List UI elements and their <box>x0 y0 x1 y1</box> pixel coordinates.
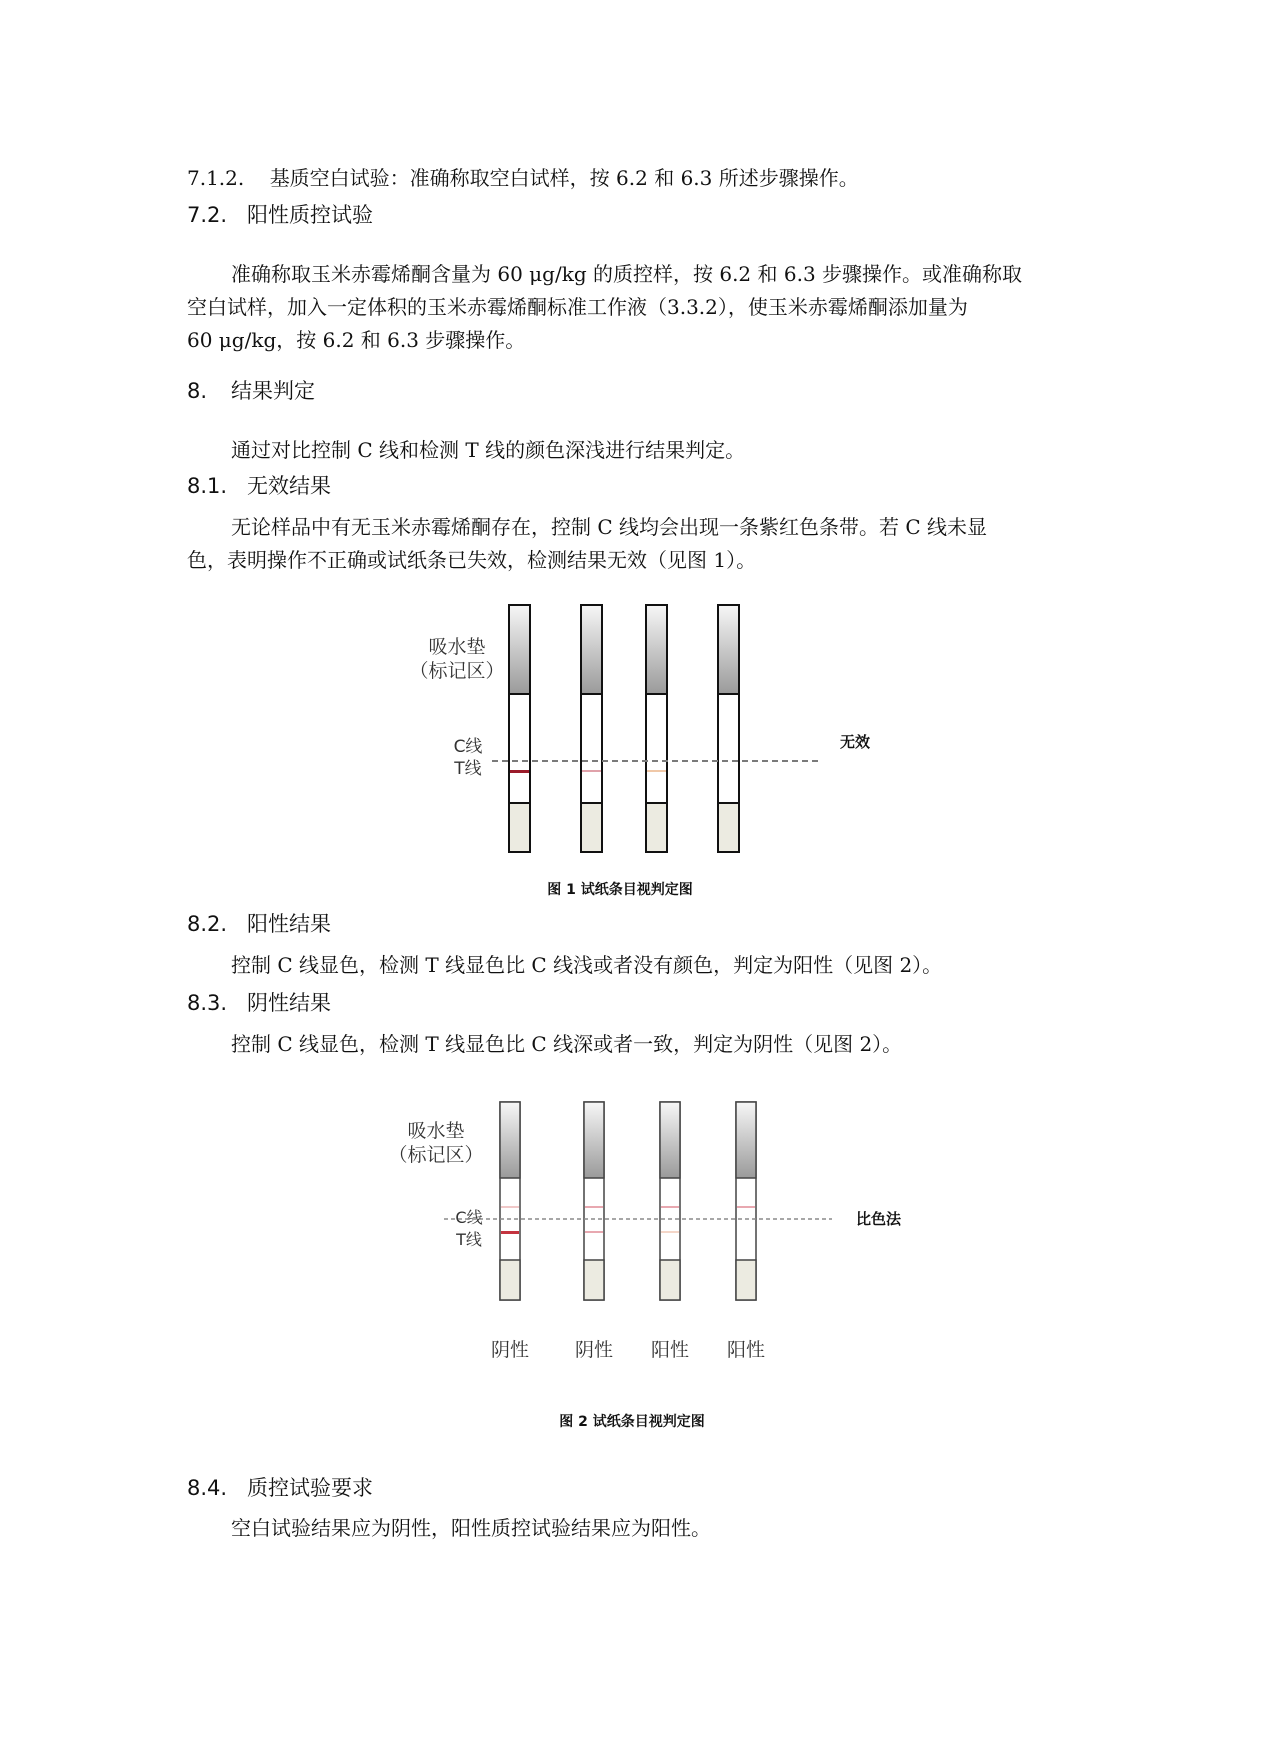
paragraph-line: 准确称取玉米赤霉烯酮含量为 60 μg/kg 的质控样，按 6.2 和 6.3 步骤操作。或准确称取 <box>231 262 1023 286</box>
heading-number: 8.4. <box>187 1476 228 1500</box>
c-line-label: C线 <box>455 1208 483 1227</box>
figure-1-caption: 图 1 试纸条目视判定图 <box>547 882 693 898</box>
paragraph-8-3: 控制 C 线显色，检测 T 线显色比 C 线深或者一致，判定为阴性（见图 2）。 <box>231 1032 903 1056</box>
pad-label-line2: （标记区） <box>388 1144 484 1166</box>
heading-7-2 <box>187 199 373 229</box>
t-line-mark <box>647 770 666 772</box>
t-line-mark <box>582 770 601 772</box>
paragraph-8-1 <box>187 511 1067 577</box>
pad-label-line1: 吸水垫 <box>407 1120 465 1142</box>
test-strip <box>509 605 530 852</box>
paragraph-7-2 <box>187 258 1067 357</box>
test-strip <box>736 1102 756 1300</box>
heading-number: 8.1. <box>187 474 228 498</box>
figure-2-strips <box>388 1100 930 1370</box>
strip-result-label: 阳性 <box>650 1339 690 1361</box>
paragraph-line: 60 μg/kg，按 6.2 和 6.3 步骤操作。 <box>187 328 526 352</box>
heading-number: 7.2. <box>187 203 228 227</box>
c-line-mark <box>737 1206 755 1208</box>
figure-1-strips <box>400 596 900 860</box>
heading-title: 阳性质控试验 <box>247 203 373 227</box>
heading-title: 无效结果 <box>247 474 331 498</box>
paragraph-8: 通过对比控制 C 线和检测 T 线的颜色深浅进行结果判定。 <box>231 438 746 462</box>
heading-number: 8.2. <box>187 912 228 936</box>
paragraph-line: 空白试样，加入一定体积的玉米赤霉烯酮标准工作液（3.3.2），使玉米赤霉烯酮添加量为 <box>187 295 968 319</box>
dashed-line-label: 无效 <box>840 733 871 751</box>
pad-label-line1: 吸水垫 <box>428 636 486 658</box>
pad-label-line2: （标记区） <box>409 660 505 682</box>
section-7-1-2 <box>187 162 859 195</box>
test-strip <box>660 1102 680 1300</box>
heading-title: 阳性结果 <box>247 912 331 936</box>
heading-title: 质控试验要求 <box>247 1476 373 1500</box>
paragraph-8-2: 控制 C 线显色，检测 T 线显色比 C 线浅或者没有颜色，判定为阳性（见图 2）。 <box>231 953 943 977</box>
t-line-mark <box>501 1231 519 1234</box>
heading-8-1 <box>187 470 331 500</box>
c-line-mark <box>661 1206 679 1208</box>
heading-8-4 <box>187 1472 373 1502</box>
test-strip <box>500 1102 520 1300</box>
test-strip <box>581 605 602 852</box>
t-line-label: T线 <box>456 1230 482 1249</box>
strip-result-label: 阴性 <box>490 1339 530 1361</box>
t-line-mark <box>510 770 529 773</box>
section-text: 基质空白试验：准确称取空白试样，按 6.2 和 6.3 所述步骤操作。 <box>269 166 859 190</box>
heading-8-2 <box>187 908 331 938</box>
paragraph-8-4: 空白试验结果应为阴性，阳性质控试验结果应为阳性。 <box>231 1516 711 1540</box>
dashed-line-label: 比色法 <box>856 1210 902 1228</box>
heading-number: 8.3. <box>187 991 228 1015</box>
test-strip <box>584 1102 604 1300</box>
c-line-mark <box>501 1206 519 1208</box>
c-line-label: C线 <box>453 737 483 757</box>
strip-result-label: 阴性 <box>574 1339 614 1361</box>
t-line-label: T线 <box>454 759 482 779</box>
c-line-mark <box>585 1206 603 1208</box>
heading-title: 阴性结果 <box>247 991 331 1015</box>
heading-title: 结果判定 <box>231 379 315 403</box>
heading-8-3 <box>187 987 331 1017</box>
heading-number: 8. <box>187 379 208 403</box>
t-line-mark <box>585 1231 603 1233</box>
section-number: 7.1.2. <box>187 166 245 190</box>
paragraph-line: 色，表明操作不正确或试纸条已失效，检测结果无效（见图 1）。 <box>187 548 757 572</box>
paragraph-line: 无论样品中有无玉米赤霉烯酮存在，控制 C 线均会出现一条紫红色条带。若 C 线未显 <box>231 515 988 539</box>
heading-8 <box>187 375 315 405</box>
test-strip <box>646 605 667 852</box>
t-line-mark <box>661 1231 679 1233</box>
figure-2-caption: 图 2 试纸条目视判定图 <box>559 1414 705 1430</box>
test-strip <box>718 605 739 852</box>
strip-result-label: 阳性 <box>726 1339 766 1361</box>
